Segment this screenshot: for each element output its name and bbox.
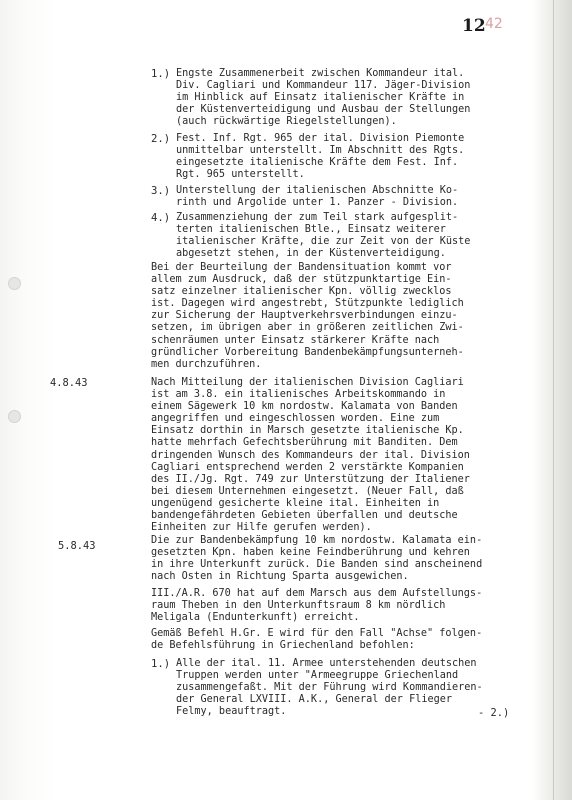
text-line: Nach Mitteilung der italienischen Division Cagliari: [151, 377, 464, 388]
item-text: [176, 185, 458, 209]
text-line: ist am 3.8. ein italienisches Arbeitskommando in: [151, 389, 446, 401]
item-text: [176, 212, 470, 260]
text-line: Cagliari entsprechend werden 2 verstärkte Kompanien: [151, 461, 464, 473]
text-line: allem zum Ausdruck, daß der stützpunktartige Ein-: [151, 274, 452, 286]
entry-date: 4.8.43: [50, 377, 88, 389]
pencil-page-number: 42: [485, 16, 503, 32]
text-line: gesetzten Kpn. haben keine Feindberührung und kehren: [151, 547, 470, 559]
text-line: Unterstellung der italienischen Abschnitte Ko-: [176, 185, 459, 196]
text-line: zur Sicherung der Hauptverkehrsverbindungen einzu-: [151, 310, 458, 322]
text-line: einem Sägewerk 10 km nordostw. Kalamata von Banden: [151, 401, 458, 413]
text-line: Zusammenziehung der zum Teil stark aufgesplit-: [176, 212, 459, 223]
text-line: Rgt. 965 unterstellt.: [176, 169, 305, 181]
entry-text-4-8: [151, 377, 541, 534]
paragraph-befehl: [151, 628, 551, 652]
text-line: Fest. Inf. Rgt. 965 der ital. Division Piemonte: [176, 133, 465, 144]
item-number: 2.): [151, 133, 171, 145]
text-line: (auch rückwärtige Riegelstellungen).: [176, 116, 397, 128]
text-line: im Hinblick auf Einsatz italienischer Kräfte in: [176, 92, 465, 104]
text-line: setzen, im übrigen aber in größeren zeitlichen Zwi-: [151, 322, 464, 334]
text-line: eingesetzte italienische Kräfte dem Fest. Inf.: [176, 157, 459, 169]
text-line: Meligala (Endunterkunft) erreicht.: [151, 612, 360, 624]
item-text: [176, 68, 470, 128]
text-line: Felmy, beauftragt.: [176, 706, 287, 718]
text-line: Truppen werden unter "Armeegruppe Griechenland: [176, 670, 459, 682]
text-line: nach Osten in Richtung Sparta ausgewichen.: [151, 571, 409, 583]
text-line: de Befehlsführung in Griechenland befohlen:: [151, 640, 415, 652]
text-line: Einsatz dorthin in Marsch gesetzte italienische Kp.: [151, 425, 464, 437]
text-line: raum Theben in den Unterkunftsraum 8 km nördlich: [151, 600, 446, 612]
text-line: Bei der Beurteilung der Bandensituation kommt vor: [151, 262, 452, 273]
paragraph-bandensituation: [151, 262, 531, 371]
text-line: Alle der ital. 11. Armee unterstehenden deutschen: [176, 658, 477, 669]
text-line: bandengefährdeten Gebieten überfallen und deutsche: [151, 510, 458, 522]
text-line: terten italienischen Btle., Einsatz weiterer: [176, 224, 446, 236]
text-line: abgesetzt stehen, in der Küstenverteidigung.: [176, 248, 446, 260]
paragraph-ar-670: [151, 588, 551, 624]
text-line: ist. Dagegen wird angestrebt, Stützpunkte lediglich: [151, 298, 464, 310]
entry-date: 5.8.43: [58, 540, 96, 552]
text-line: satz einzelner italienischer Kpn. völlig zwecklos: [151, 286, 452, 298]
continuation-marker: - 2.): [478, 707, 510, 719]
text-line: der General LXVIII. A.K., General der Flieger: [176, 694, 453, 706]
text-line: zusammengefaßt. Mit der Führung wird Kommandieren-: [176, 682, 483, 694]
text-line: schenräumen unter Einsatz stärkerer Kräfte nach: [151, 334, 440, 346]
punch-hole-top: [8, 277, 21, 290]
page-edge-shadow: [553, 0, 554, 800]
text-line: rinth und Argolide unter 1. Panzer - Division.: [176, 197, 459, 209]
item-number: 1.): [151, 68, 171, 80]
text-line: Div. Cagliari und Kommandeur 117. Jäger-Division: [176, 80, 471, 92]
text-line: der Küstenverteidigung und Ausbau der Stellungen: [176, 104, 471, 116]
text-line: men durchzuführen.: [151, 358, 262, 370]
text-line: unmittelbar unterstellt. Im Abschnitt des Rgts.: [176, 145, 465, 157]
text-line: italienischer Kräfte, die zur Zeit von der Küste: [176, 236, 471, 248]
text-line: ungenügend gesicherte kleine ital. Einheiten in: [151, 497, 440, 509]
item-number: 4.): [151, 212, 171, 224]
text-line: hatte mehrfach Gefechtsberührung mit Banditen. Dem: [151, 437, 458, 449]
text-line: des II./Jg. Rgt. 749 zur Unterstützung der Italiener: [151, 473, 470, 485]
text-line: dringenden Wunsch des Kommandeurs der ital. Division: [151, 449, 470, 461]
text-line: Gemäß Befehl H.Gr. E wird für den Fall "Achse" folgen-: [151, 628, 483, 639]
item-number: 3.): [151, 185, 171, 197]
punch-hole-bottom: [8, 410, 21, 423]
text-line: angegriffen und eingeschlossen worden. Eine zum: [151, 413, 440, 425]
entry-text-5-8: [151, 535, 551, 583]
item-text: [176, 658, 483, 718]
text-line: gründlicher Vorbereitung Bandenbekämpfungsunterneh-: [151, 346, 464, 358]
text-line: Engste Zusammenerbeit zwischen Kommandeur ital.: [176, 68, 465, 79]
item-text: [176, 133, 464, 181]
text-line: III./A.R. 670 hat auf dem Marsch aus dem Aufstellungs-: [151, 588, 483, 599]
text-line: bei diesem Unternehmen eingesetzt. (Neuer Fall, daß: [151, 485, 464, 497]
text-line: Die zur Bandenbekämpfung 10 km nordostw. Kalamata ein-: [151, 535, 483, 546]
item-number: 1.): [151, 658, 171, 670]
text-line: in ihre Unterkunft zurück. Die Banden sind anscheinend: [151, 559, 483, 571]
page-number: 12: [462, 16, 486, 36]
text-line: Einheiten zur Hilfe gerufen werden).: [151, 522, 372, 534]
